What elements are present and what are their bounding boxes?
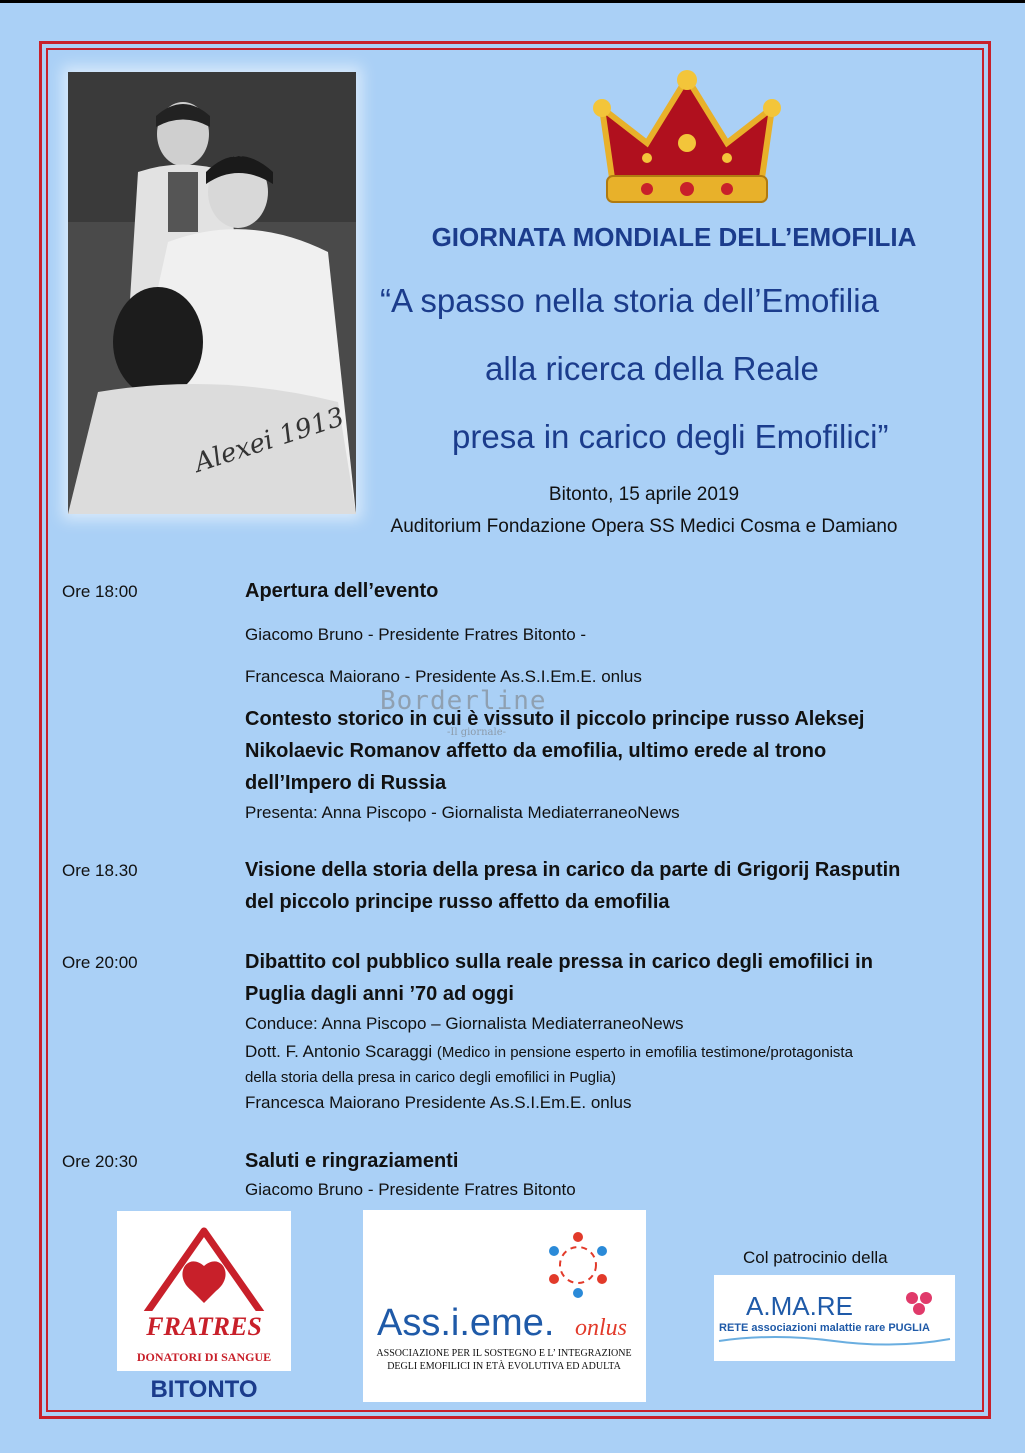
time-slot-2: Ore 18.30 — [62, 861, 138, 880]
section-3-moderator: Conduce: Anna Piscopo – Giornalista MediaterraneoNews — [245, 1014, 684, 1033]
time-slot-1: Ore 18:00 — [62, 582, 138, 601]
assieme-description-2: DEGLI EMOFILICI IN ETÀ EVOLUTIVA ED ADULTA — [387, 1361, 621, 1372]
fratres-city: BITONTO — [150, 1376, 258, 1403]
section-1-presenter: Presenta: Anna Piscopo - Giornalista MediaterraneoNews — [245, 803, 680, 822]
section-1-subtitle-line-2: Nikolaevic Romanov affetto da emofilia, ultimo erede al trono — [245, 740, 827, 762]
assieme-name: Ass.i.eme. — [377, 1302, 555, 1344]
event-date-place: Bitonto, 15 aprile 2019 — [548, 484, 740, 505]
section-3-speaker-2: Francesca Maiorano Presidente As.S.I.Em.E. onlus — [245, 1093, 632, 1112]
event-title: GIORNATA MONDIALE DELL’EMOFILIA — [431, 222, 917, 252]
fratres-emblem-icon — [117, 1211, 291, 1371]
section-1-speaker-2: Francesca Maiorano - Presidente As.S.I.Em.E. onlus — [245, 667, 642, 686]
assieme-description-1: ASSOCIAZIONE PER IL SOSTEGNO E L’ INTEGRAZIONE — [376, 1348, 632, 1359]
event-venue: Auditorium Fondazione Opera SS Medici Cosma e Damiano — [390, 516, 898, 537]
section-1-subtitle-line-1: Contesto storico in cui è vissuto il piccolo principe russo Aleksej — [245, 708, 865, 730]
watermark-text: Borderline — [380, 686, 547, 716]
patronage-label: Col patrocinio della — [743, 1248, 888, 1267]
historical-photo — [68, 72, 356, 514]
section-3-speaker-note-cont: della storia della presa in carico degli emofilici in Puglia) — [245, 1069, 617, 1086]
amare-description: RETE associazioni malattie rare PUGLIA — [719, 1322, 930, 1334]
amare-emblem-icon — [714, 1275, 955, 1361]
photo-illustration — [68, 72, 356, 514]
amare-name: A.MA.RE — [746, 1291, 853, 1321]
section-3-title-line-2: Puglia dagli anni ’70 ad oggi — [245, 983, 514, 1005]
section-2-title-line-1: Visione della storia della presa in carico da parte di Grigorij Rasputin — [245, 859, 901, 881]
section-1-speaker-1: Giacomo Bruno - Presidente Fratres Bitonto - — [245, 625, 587, 644]
section-3-speaker-line — [245, 1042, 853, 1062]
section-3-title-line-1: Dibattito col pubblico sulla reale pressa in carico degli emofilici in — [245, 951, 873, 973]
watermark-subtext: -Il giornale- — [447, 727, 507, 738]
section-4-title: Saluti e ringraziamenti — [245, 1150, 459, 1172]
fratres-logo — [117, 1211, 291, 1371]
quote-line-3: presa in carico degli Emofilici” — [452, 418, 889, 455]
top-border-line — [0, 0, 1025, 3]
quote-line-2: alla ricerca della Reale — [485, 350, 819, 387]
section-3-speaker-note: (Medico in pensione esperto in emofilia testimone/protagonista — [436, 1044, 853, 1061]
time-slot-3: Ore 20:00 — [62, 953, 138, 972]
quote-line-1: “A spasso nella storia dell’Emofilia — [380, 282, 879, 319]
section-3-speaker-name: Dott. F. Antonio Scaraggi — [245, 1042, 437, 1061]
time-slot-4: Ore 20:30 — [62, 1152, 138, 1171]
section-1-subtitle-line-3: dell’Impero di Russia — [245, 772, 447, 794]
crown-icon — [592, 68, 782, 208]
section-4-speaker: Giacomo Bruno - Presidente Fratres Bitonto — [245, 1180, 576, 1199]
photo-signature: Alexei 1913 — [190, 402, 348, 479]
section-1-title: Apertura dell’evento — [245, 580, 439, 602]
amare-logo — [714, 1275, 955, 1361]
section-2-title-line-2: del piccolo principe russo affetto da emofilia — [245, 891, 670, 913]
assieme-emblem-icon — [363, 1210, 646, 1402]
fratres-name: FRATRES — [146, 1312, 262, 1341]
fratres-subtitle: DONATORI DI SANGUE — [136, 1350, 272, 1364]
assieme-onlus: onlus — [575, 1315, 628, 1341]
assieme-logo — [363, 1210, 646, 1402]
